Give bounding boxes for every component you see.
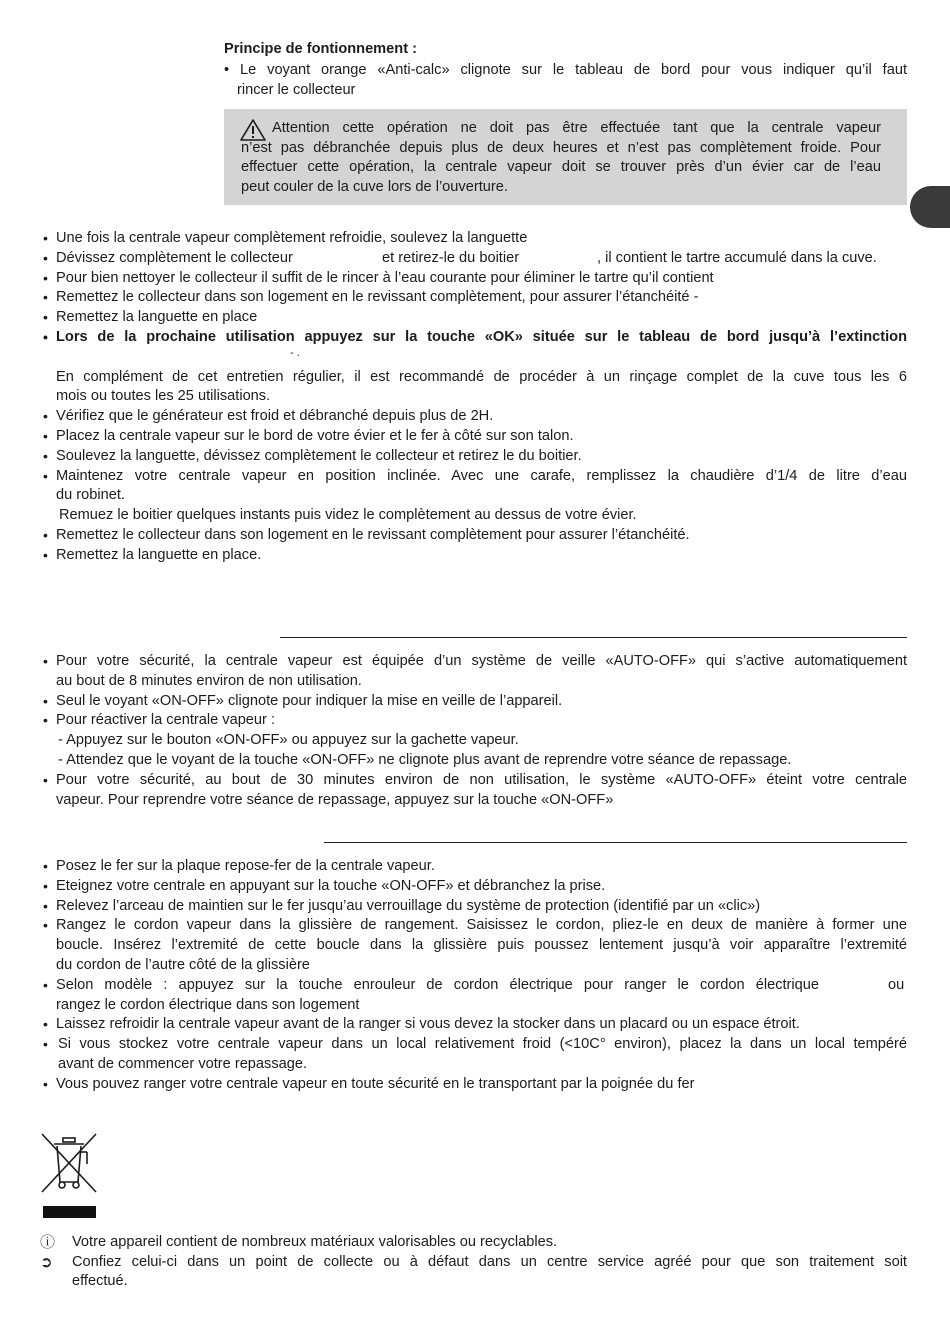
full-rinse-step-5: Remettez le collecteur dans son logement en le revissant complètement pour assurer l’étanchéité. — [56, 527, 690, 543]
auto-off-item-1: Pour votre sécurité, la centrale vapeur est équipée d’un système de veille «AUTO-OFF» qui s’active automatiquement — [56, 653, 907, 669]
full-rinse-step-3: Soulevez la languette, dévissez complètement le collecteur et retirez le du boitier. — [56, 448, 582, 464]
rinse-fragment: - . — [290, 347, 300, 359]
bullet: • — [43, 858, 48, 874]
storage-item-1: Posez le fer sur la plaque repose-fer de la centrale vapeur. — [56, 858, 435, 874]
bullet: • — [43, 448, 48, 464]
rinse-step-5: Remettez la languette en place — [56, 309, 258, 325]
storage-item-5-cont: rangez le cordon électrique dans son logement — [56, 997, 360, 1013]
bullet: • — [43, 772, 48, 788]
warning-triangle-icon — [240, 119, 266, 141]
warning-line-3: effectuer cette opération, la centrale vapeur doit se trouver près d’un évier car de l’eau — [241, 159, 881, 175]
warning-line-2: n’est pas débranchée depuis plus de deux heures et n’est pas complètement froide. Pour — [241, 140, 881, 156]
storage-item-5-or: ou — [888, 977, 905, 993]
auto-off-item-1-cont: au bout de 8 minutes environ de non utilisation. — [56, 673, 362, 689]
rinse-step-3: Pour bien nettoyer le collecteur il suffit de le rincer à l’eau courante pour éliminer le tartre qu’il contient — [56, 270, 714, 286]
side-tab — [910, 186, 950, 228]
bullet: • — [43, 917, 48, 933]
bullet: • — [43, 1036, 48, 1052]
rinse-step-2b: et retirez-le du boitier — [382, 250, 520, 266]
bullet: • — [43, 309, 48, 325]
section-divider-auto-off — [280, 637, 907, 638]
info-icon: ⓘ — [40, 1234, 56, 1251]
bullet: • — [43, 289, 48, 305]
bullet: • — [43, 1076, 48, 1092]
bullet: • — [43, 527, 48, 543]
warning-line-4: peut couler de la cuve lors de l’ouverture. — [241, 179, 508, 195]
full-rinse-step-1: Vérifiez que le générateur est froid et débranché depuis plus de 2H. — [56, 408, 494, 424]
rinse-step-4: Remettez le collecteur dans son logement en le revissant complètement, pour assurer l’étanchéité - — [56, 289, 699, 305]
bullet: • — [43, 878, 48, 894]
crossed-bin-icon — [40, 1132, 98, 1194]
environment-line-2: Confiez celui-ci dans un point de collecte ou à défaut dans un centre service agréé pour que son traitement soit — [72, 1254, 907, 1270]
rinse-step-2c: , il contient le tartre accumulé dans la cuve. — [597, 250, 877, 266]
bullet: • — [43, 250, 48, 266]
bullet: • — [43, 653, 48, 669]
principle-heading: Principe de fontionnement : — [224, 41, 417, 57]
full-rinse-intro-line1: En complément de cet entretien régulier, il est recommandé de procéder à un rinçage complet de la cuve tous les 6 — [56, 369, 907, 385]
storage-item-8: Vous pouvez ranger votre centrale vapeur en toute sécurité en le transportant par la poignée du fer — [56, 1076, 695, 1092]
auto-off-item-4: Pour votre sécurité, au bout de 30 minutes environ de non utilisation, le système «AUTO-OFF» éteint votre centrale — [56, 772, 907, 788]
auto-off-subitem-2: - Attendez que le voyant de la touche «ON-OFF» ne clignote plus avant de reprendre votre séance de repassage. — [58, 752, 792, 768]
auto-off-item-3: Pour réactiver la centrale vapeur : — [56, 712, 276, 728]
principle-bullet-line2: rincer le collecteur — [237, 82, 356, 98]
bullet: • — [43, 547, 48, 563]
rinse-step-1: Une fois la centrale vapeur complètement refroidie, soulevez la languette — [56, 230, 528, 246]
bullet: • — [43, 977, 48, 993]
auto-off-item-2: Seul le voyant «ON-OFF» clignote pour indiquer la mise en veille de l’appareil. — [56, 693, 563, 709]
rinse-step-2a: Dévissez complètement le collecteur — [56, 250, 293, 266]
warning-box — [224, 109, 907, 205]
storage-item-5: Selon modèle : appuyez sur la touche enrouleur de cordon électrique pour ranger le cordon électrique — [56, 977, 819, 993]
storage-item-2: Eteignez votre centrale en appuyant sur la touche «ON-OFF» et débranchez la prise. — [56, 878, 606, 894]
bullet: • — [43, 1016, 48, 1032]
auto-off-item-4-cont: vapeur. Pour reprendre votre séance de repassage, appuyez sur la touche «ON-OFF» — [56, 792, 614, 808]
bullet: • — [43, 329, 48, 345]
bullet: • — [43, 898, 48, 914]
environment-line-2-cont: effectué. — [72, 1273, 128, 1289]
storage-item-4-cont1: boucle. Insérez l’extremité de cette boucle dans la glissière puis poussez lentement jusqu’à voir apparaître l’extremité — [56, 937, 907, 953]
arrow-icon: ➲ — [40, 1254, 53, 1271]
principle-bullet-line1: • Le voyant orange «Anti-calc» clignote sur le tableau de bord pour vous indiquer qu’il faut — [224, 62, 907, 78]
bullet: • — [43, 270, 48, 286]
full-rinse-step-4-cont: du robinet. — [56, 487, 125, 503]
auto-off-subitem-1: - Appuyez sur le bouton «ON-OFF» ou appuyez sur la gachette vapeur. — [58, 732, 519, 748]
storage-item-4-cont2: du cordon de l’autre côté de la glissière — [56, 957, 310, 973]
storage-item-6: Laissez refroidir la centrale vapeur avant de la ranger si vous devez la stocker dans un placard ou un espace étroit. — [56, 1016, 800, 1032]
warning-line-1: Attention cette opération ne doit pas être effectuée tant que la centrale vapeur — [272, 120, 881, 136]
bullet: • — [43, 230, 48, 246]
bullet: • — [43, 408, 48, 424]
full-rinse-step-4-extra: Remuez le boitier quelques instants puis videz le complètement au dessus de votre évier. — [59, 507, 637, 523]
bullet: • — [43, 712, 48, 728]
storage-item-4: Rangez le cordon vapeur dans la glissière de rangement. Saisissez le cordon, pliez-le en deux de manière à former une — [56, 917, 907, 933]
bullet: • — [43, 428, 48, 444]
storage-item-7-cont: avant de commencer votre repassage. — [58, 1056, 308, 1072]
full-rinse-step-4: Maintenez votre centrale vapeur en position inclinée. Avec une carafe, remplissez la chaudière d’1/4 de litre d’eau — [56, 468, 907, 484]
full-rinse-step-2: Placez la centrale vapeur sur le bord de votre évier et le fer à côté sur son talon. — [56, 428, 574, 444]
environment-line-1: Votre appareil contient de nombreux matériaux valorisables ou recyclables. — [72, 1234, 558, 1250]
storage-item-7: Si vous stockez votre centrale vapeur dans un local relativement froid (<10C° environ), placez la dans un local tempéré — [58, 1036, 907, 1052]
rinse-step-6: Lors de la prochaine utilisation appuyez sur la touche «OK» située sur le tableau de bord jusqu’à l’extinction — [56, 329, 907, 345]
full-rinse-intro-line2: mois ou toutes les 25 utilisations. — [56, 388, 271, 404]
bullet: • — [43, 693, 48, 709]
bullet: • — [43, 468, 48, 484]
weee-bar — [43, 1206, 96, 1218]
full-rinse-step-6: Remettez la languette en place. — [56, 547, 262, 563]
storage-item-3: Relevez l’arceau de maintien sur le fer jusqu’au verrouillage du système de protection (identifié par un «clic») — [56, 898, 761, 914]
section-divider-storage — [324, 842, 907, 843]
